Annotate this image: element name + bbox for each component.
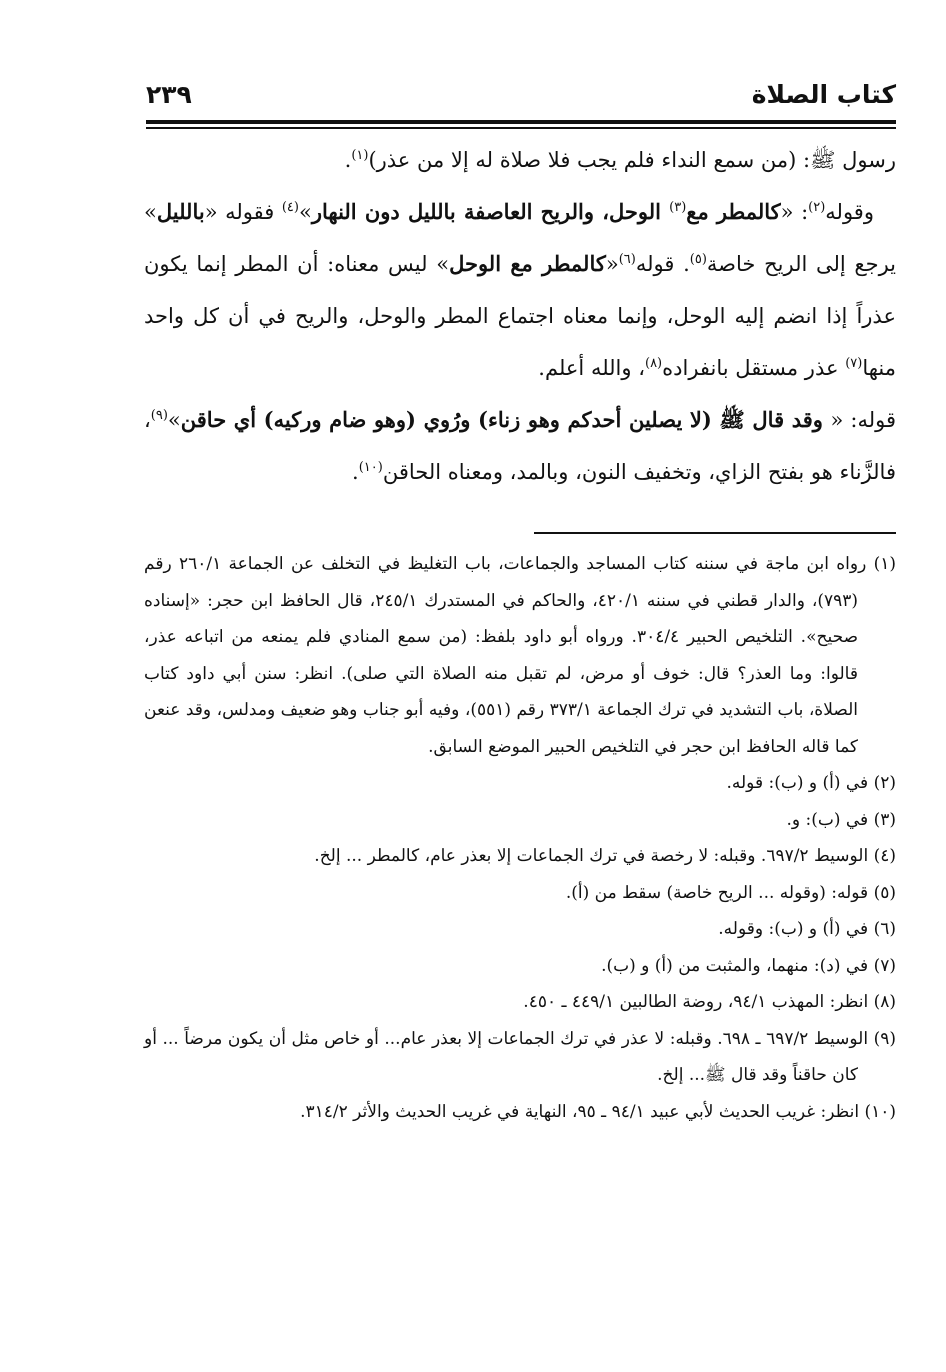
paragraph-2 xyxy=(144,186,896,394)
bold-quote: الوحل، والريح العاصفة بالليل دون النهار xyxy=(311,199,670,224)
footnote-3: (٣) في (ب): و. xyxy=(786,809,896,830)
footnote-ref: (٨) xyxy=(644,356,663,371)
footnote-ref: (٢) xyxy=(808,200,826,215)
footnote-9: (٩) الوسيط ٦٩٧/٢ ـ ٦٩٨. وقبله: لا عذر في ترك الجماعات إلا بعذر عام... أو خاص مثل أن يكون مرضاً ... أو كان حاقناً وقد قال ﷺ... إلخ. xyxy=(144,1028,896,1085)
footnote-6: (٦) في (أ) و (ب): وقوله. xyxy=(718,919,896,939)
page-number: ٢٣٩ xyxy=(146,80,192,109)
bold-quote: بالليل xyxy=(156,199,205,224)
footnote-ref: (٩) xyxy=(150,408,168,423)
footnote-4: (٤) الوسيط ٦٩٧/٢. وقبله: لا رخصة في ترك الجماعات إلا بعذر عام، كالمطر ... إلخ. xyxy=(314,846,896,866)
header-rule-thin xyxy=(146,127,896,129)
footnote-ref: (٣) xyxy=(669,200,687,215)
text-run: رسول ﷺ: (من سمع النداء فلم يجب فلا صلاة له إلا من عذر) xyxy=(368,148,896,172)
text-run: : « xyxy=(780,200,809,224)
footnote-10: (١٠) انظر: غريب الحديث لأبي عبيد ٩٤/١ ـ ٩٥، النهاية في غريب الحديث والأثر ٣١٤/٢. xyxy=(300,1101,896,1122)
footnote-2: (٢) في (أ) و (ب): قوله. xyxy=(726,773,896,793)
text-run: . قوله xyxy=(635,252,690,276)
footnote-ref: (٦) xyxy=(618,252,636,267)
footnote-ref: (٤) xyxy=(281,200,299,215)
text-run: . xyxy=(352,460,359,484)
text-run: « xyxy=(605,252,619,276)
footnote-7: (٧) في (د): منهما، والمثبت من (أ) و (ب). xyxy=(601,955,896,976)
bold-quote: كالمطر مع الوحل xyxy=(449,251,606,276)
footnote-8: (٨) انظر: المهذب ٩٤/١، روضة الطالبين ٤٤٩/١ ـ ٤٥٠. xyxy=(523,992,896,1012)
bold-quote: وقد قال ﷺ (لا يصلين أحدكم وهو زناء) ورُوي (وهو ضام وركيه) أي حاقن xyxy=(180,407,831,432)
text-run: » ليس معناه: أن المطر إنما يكون عذراً إذا انضم إليه الوحل، وإنما معناه اجتماع المطر والوحل، والريح في أن كل واحد منها xyxy=(144,252,896,380)
running-header xyxy=(146,78,896,118)
text-run: وقوله xyxy=(825,200,874,224)
chapter-title: كتاب الصلاة xyxy=(751,80,896,109)
text-run: » يرجع إلى الريح خاصة xyxy=(144,200,897,276)
paragraph-3 xyxy=(144,394,896,498)
footnote-ref: (١٠) xyxy=(358,460,383,475)
bold-quote: كالمطر مع xyxy=(686,199,781,224)
footnote-5: (٥) قوله: (وقوله ... الريح خاصة) سقط من (أ). xyxy=(565,882,896,903)
paragraph-1 xyxy=(144,134,896,186)
text-run: . xyxy=(344,148,352,172)
text-run: ، فالزَّناء هو بفتح الزاي، وتخفيف النون، وبالمد، ومعناه الحاقن xyxy=(144,408,896,484)
header-rule-thick xyxy=(146,120,896,124)
text-run: » xyxy=(298,200,312,224)
footnote-separator xyxy=(534,532,896,534)
footnote-ref: (٧) xyxy=(845,356,863,371)
footnotes xyxy=(144,546,896,1130)
text-run: فقوله « xyxy=(204,200,282,224)
text-run: قوله: « xyxy=(830,408,896,432)
main-text xyxy=(144,134,896,498)
text-run: عذر مستقل بانفراده xyxy=(662,356,846,380)
footnote-1: (١) رواه ابن ماجة في سننه كتاب المساجد والجماعات، باب التغليظ في التخلف عن الجماعة ٢٦٠/١ رقم (٧٩٣)، والدار قطني في سننه ٤٢٠/١، والحاكم في المستدرك ٢٤٥/١، قال الحافظ ابن حجر: «إسناده صحيح». التلخيص الحبير ٣٠٤/٤. ورواه أبو داود بلفظ: (من سمع المنادي فلم يمنعه من اتباعه عذر، قالوا: وما العذر؟ قال: خوف أو مرض، لم تقبل منه الصلاة التي صلى). انظر: سنن أبي داود كتاب الصلاة، باب التشديد في ترك الجماعة ٣٧٣/١ رقم (٥٥١)، وفيه أبو جناب وهو ضعيف ومدلس، وقد عنعن كما قاله الحافظ ابن حجر في التلخيص الحبير الموضع السابق. xyxy=(144,554,896,757)
footnote-ref: (٥) xyxy=(689,252,707,267)
text-run: » xyxy=(167,408,181,432)
text-run: ، والله أعلم. xyxy=(538,356,645,380)
footnote-ref: (١) xyxy=(351,148,369,163)
